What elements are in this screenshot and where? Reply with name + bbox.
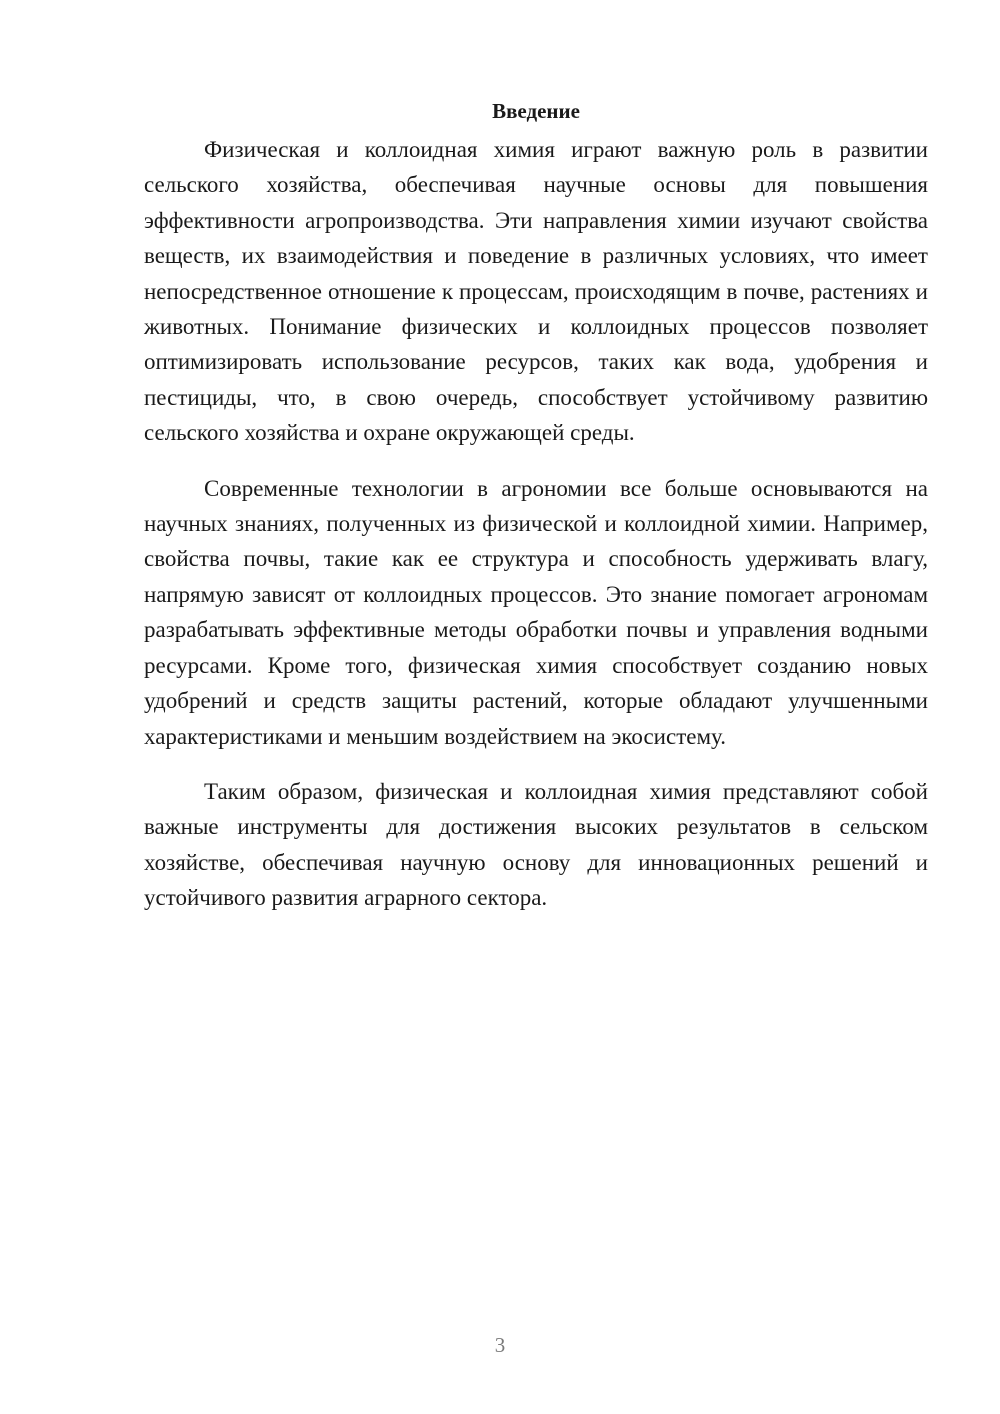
section-title: Введение — [492, 99, 580, 123]
paragraph-1: Физическая и коллоидная химия играют важную роль в развитии сельского хозяйства, обеспечивая научные основы для повышения эффективности агропроизводства. Эти направления химии изучают свойства веществ, их взаимодействия и поведение в различных условиях, что имеет непосредственное отношение к процессам, происходящим в почве, растениях и животных. Понимание физических и коллоидных процессов позволяет оптимизировать использование ресурсов, таких как вода, удобрения и пестициды, что, в свою очередь, способствует устойчивому развитию сельского хозяйства и охране окружающей среды. — [144, 137, 928, 446]
page-number: 3 — [494, 1333, 506, 1357]
paragraph-2: Современные технологии в агрономии все больше основываются на научных знаниях, полученных из физической и коллоидной химии. Например, свойства почвы, такие как ее структура и способность удерживать влагу, напрямую зависят от коллоидных процессов. Это знание помогает агрономам разрабатывать эффективные методы обработки почвы и управления водными ресурсами. Кроме того, физическая химия способствует созданию новых удобрений и средств защиты растений, которые обладают улучшенными характеристиками и меньшим воздействием на экосистему. — [144, 475, 928, 749]
document-page — [144, 94, 928, 936]
paragraph-3: Таким образом, физическая и коллоидная химия представляют собой важные инструменты для достижения высоких результатов в сельском хозяйстве, обеспечивая научную основу для инновационных решений и устойчивого развития аграрного сектора. — [144, 778, 928, 911]
